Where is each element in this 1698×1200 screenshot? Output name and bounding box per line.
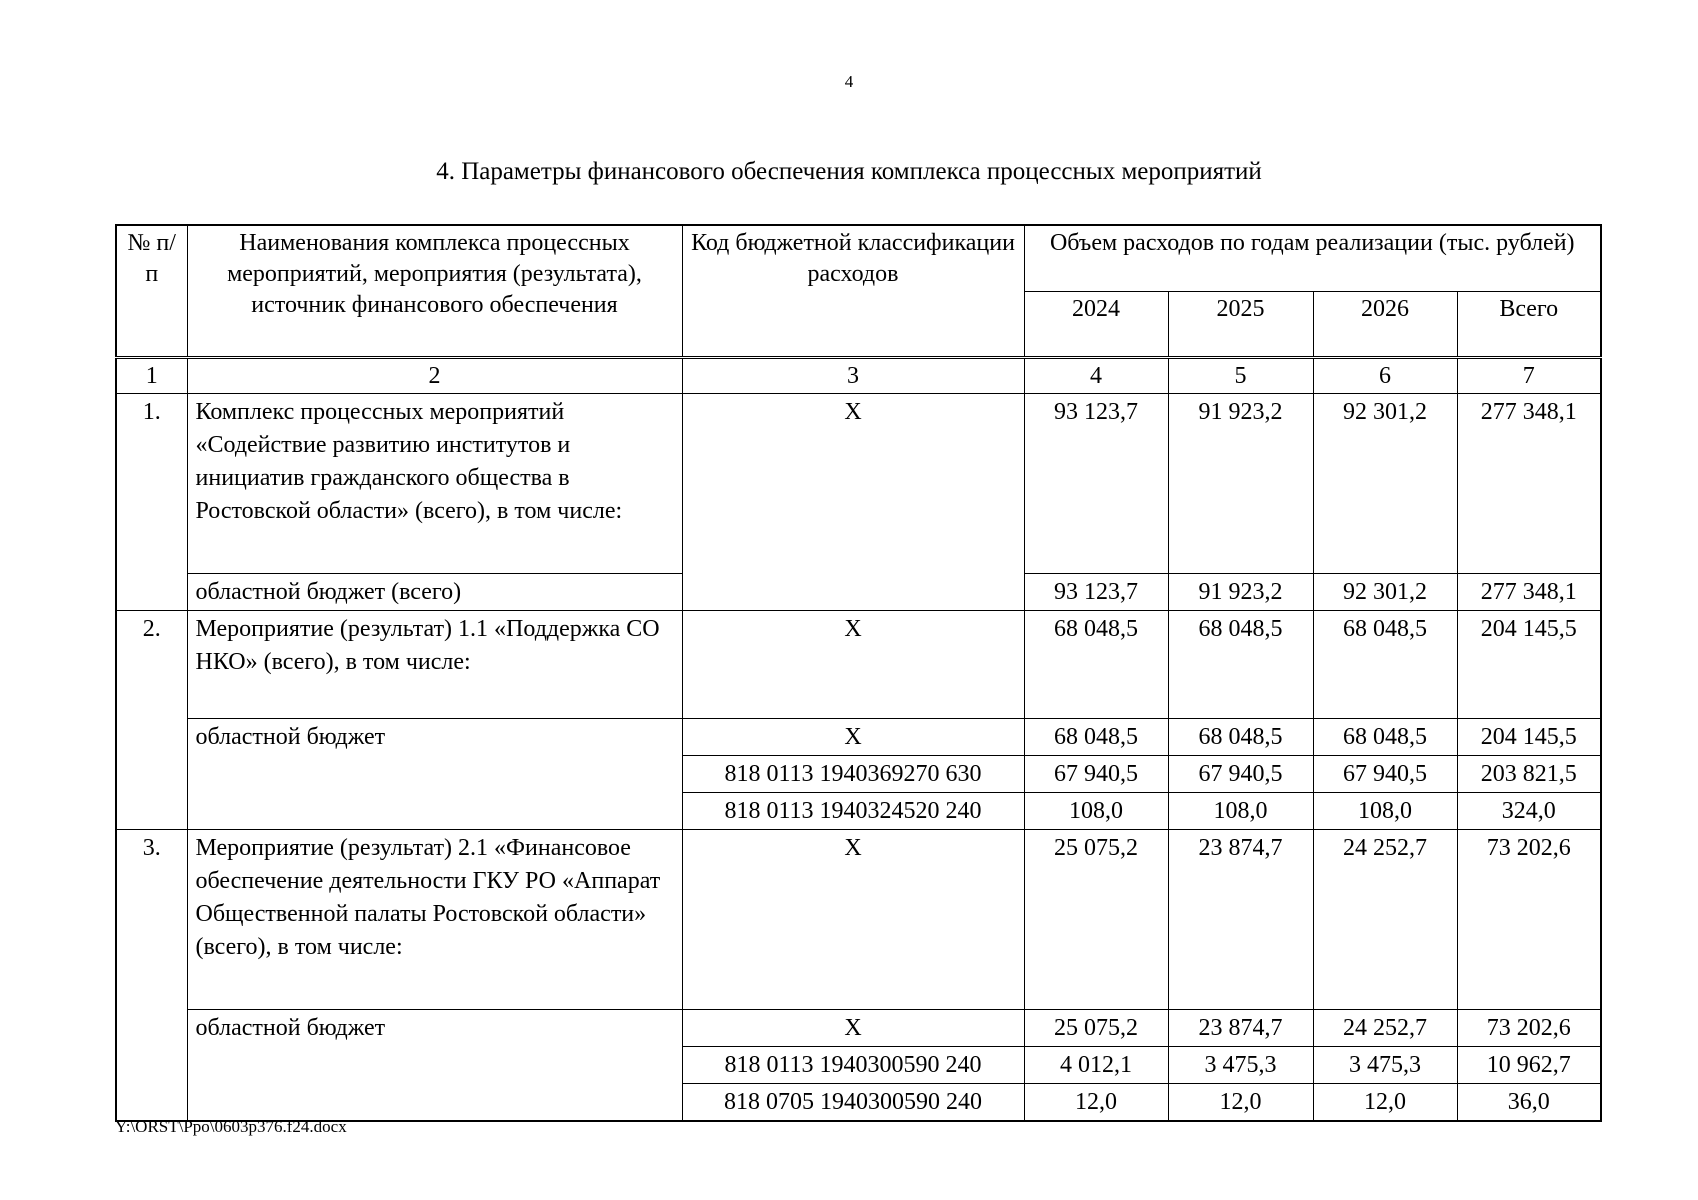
value-total: 277 348,1 <box>1457 393 1601 573</box>
value-2024: 93 123,7 <box>1024 573 1168 610</box>
table-row <box>116 610 1601 718</box>
value-2026: 24 252,7 <box>1313 829 1457 1009</box>
value-2025: 108,0 <box>1168 792 1313 829</box>
value-2024: 108,0 <box>1024 792 1168 829</box>
value-2026: 68 048,5 <box>1313 610 1457 718</box>
row-num: 2. <box>116 610 187 829</box>
value-total: 10 962,7 <box>1457 1046 1601 1083</box>
table-row <box>116 829 1601 1009</box>
row-code: X <box>682 393 1024 610</box>
col-number: 4 <box>1024 357 1168 393</box>
value-total: 73 202,6 <box>1457 1009 1601 1046</box>
row-code: X <box>682 610 1024 718</box>
row-code: X <box>682 829 1024 1009</box>
header-2026: 2026 <box>1313 291 1457 357</box>
value-total: 204 145,5 <box>1457 718 1601 755</box>
value-total: 36,0 <box>1457 1083 1601 1121</box>
header-2025: 2025 <box>1168 291 1313 357</box>
value-total: 204 145,5 <box>1457 610 1601 718</box>
file-path-footer: Y:\ORST\Ppo\0603p376.f24.docx <box>115 1117 347 1136</box>
value-total: 277 348,1 <box>1457 573 1601 610</box>
value-2026: 108,0 <box>1313 792 1457 829</box>
page-number: 4 <box>844 72 854 91</box>
row-code: 818 0705 1940300590 240 <box>682 1083 1024 1121</box>
row-name: областной бюджет (всего) <box>187 573 682 610</box>
row-code: X <box>682 1009 1024 1046</box>
value-2024: 68 048,5 <box>1024 610 1168 718</box>
row-num: 3. <box>116 829 187 1121</box>
value-2025: 91 923,2 <box>1168 393 1313 573</box>
header-2024: 2024 <box>1024 291 1168 357</box>
row-name: Мероприятие (результат) 1.1 «Поддержка СО НКО» (всего), в том числе: <box>187 610 682 718</box>
value-2025: 91 923,2 <box>1168 573 1313 610</box>
value-2026: 24 252,7 <box>1313 1009 1457 1046</box>
value-2026: 12,0 <box>1313 1083 1457 1121</box>
col-number: 1 <box>116 357 187 393</box>
col-number: 7 <box>1457 357 1601 393</box>
header-name: Наименования комплекса процессных мероприятий, мероприятия (результата), источник финансового обеспечения <box>187 225 682 357</box>
header-num: № п/п <box>116 225 187 357</box>
row-code: 818 0113 1940324520 240 <box>682 792 1024 829</box>
financing-table <box>115 224 1602 1122</box>
header-volume: Объем расходов по годам реализации (тыс. рублей) <box>1024 225 1601 291</box>
row-code: 818 0113 1940300590 240 <box>682 1046 1024 1083</box>
value-2026: 68 048,5 <box>1313 718 1457 755</box>
value-2026: 3 475,3 <box>1313 1046 1457 1083</box>
value-2024: 25 075,2 <box>1024 829 1168 1009</box>
value-2025: 3 475,3 <box>1168 1046 1313 1083</box>
value-2024: 68 048,5 <box>1024 718 1168 755</box>
value-2024: 12,0 <box>1024 1083 1168 1121</box>
row-name: областной бюджет <box>187 1009 682 1121</box>
value-2024: 67 940,5 <box>1024 755 1168 792</box>
value-total: 324,0 <box>1457 792 1601 829</box>
table-row <box>116 718 1601 755</box>
col-number: 2 <box>187 357 682 393</box>
row-name: Комплекс процессных мероприятий «Содействие развитию институтов и инициатив гражданского общества в Ростовской области» (всего), в том числе: <box>187 393 682 573</box>
value-total: 203 821,5 <box>1457 755 1601 792</box>
row-code: 818 0113 1940369270 630 <box>682 755 1024 792</box>
header-code: Код бюджетной классификации расходов <box>682 225 1024 357</box>
value-2026: 92 301,2 <box>1313 573 1457 610</box>
table-row <box>116 393 1601 573</box>
value-2024: 25 075,2 <box>1024 1009 1168 1046</box>
value-2025: 68 048,5 <box>1168 718 1313 755</box>
value-2025: 67 940,5 <box>1168 755 1313 792</box>
table-row <box>116 1009 1601 1046</box>
column-number-row <box>116 357 1601 393</box>
col-number: 6 <box>1313 357 1457 393</box>
col-number: 5 <box>1168 357 1313 393</box>
value-2026: 67 940,5 <box>1313 755 1457 792</box>
row-num: 1. <box>116 393 187 610</box>
value-2024: 4 012,1 <box>1024 1046 1168 1083</box>
row-name: Мероприятие (результат) 2.1 «Финансовое обеспечение деятельности ГКУ РО «Аппарат Общественной палаты Ростовской области» (всего), в том числе: <box>187 829 682 1009</box>
value-2024: 93 123,7 <box>1024 393 1168 573</box>
value-2025: 68 048,5 <box>1168 610 1313 718</box>
value-2025: 23 874,7 <box>1168 1009 1313 1046</box>
header-total: Всего <box>1457 291 1601 357</box>
value-total: 73 202,6 <box>1457 829 1601 1009</box>
row-code: X <box>682 718 1024 755</box>
row-name: областной бюджет <box>187 718 682 829</box>
col-number: 3 <box>682 357 1024 393</box>
value-2025: 12,0 <box>1168 1083 1313 1121</box>
table-title: 4. Параметры финансового обеспечения комплекса процессных мероприятий <box>436 158 1262 185</box>
value-2026: 92 301,2 <box>1313 393 1457 573</box>
value-2025: 23 874,7 <box>1168 829 1313 1009</box>
